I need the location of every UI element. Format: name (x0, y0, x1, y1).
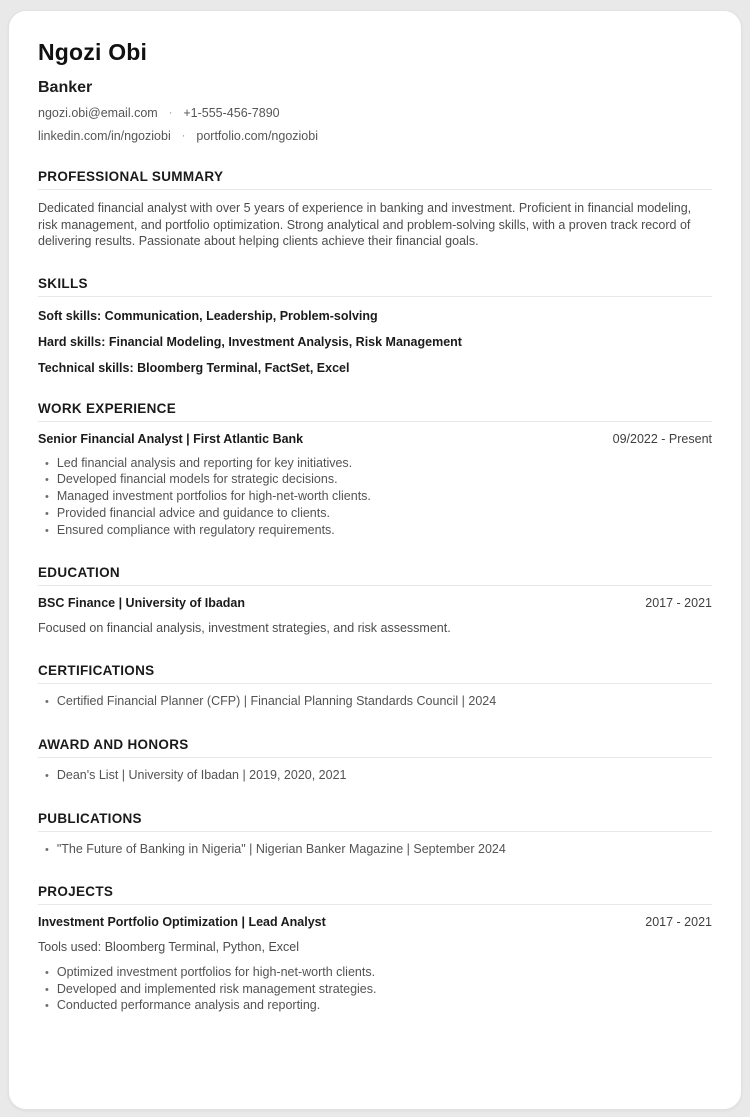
section-title: EDUCATION (38, 565, 120, 581)
contact-email: ngozi.obi@email.com (38, 106, 158, 120)
contact-linkedin: linkedin.com/in/ngoziobi (38, 129, 171, 143)
contact-separator: · (168, 107, 173, 119)
resume-content (9, 11, 741, 1015)
contact-separator: · (181, 130, 186, 142)
section-professional-summary (38, 169, 712, 250)
candidate-name: Ngozi Obi (38, 39, 148, 65)
work-bullet: • Developed financial models for strategic decisions. (45, 472, 712, 489)
section-publications (38, 811, 712, 859)
section-divider (38, 189, 712, 190)
job-title: Senior Financial Analyst | First Atlantic Bank (38, 431, 304, 446)
summary-text: Dedicated financial analyst with over 5 years of experience in banking and investment. Proficient in financial modeling, risk management, and portfolio optimization. Strong analytical and problem-solving skills, with a proven track record of delivering results. Passionate about helping clients achieve their financial goals. (38, 201, 692, 248)
resume-card (8, 10, 742, 1110)
job-date-range: 09/2022 - Present (612, 431, 712, 446)
project-tools-line: Tools used: Bloomberg Terminal, Python, Excel (38, 940, 300, 955)
section-projects (38, 884, 712, 1015)
education-description: Focused on financial analysis, investment strategies, and risk assessment. (38, 621, 451, 636)
education-entry-header (38, 596, 712, 610)
section-title: PROJECTS (38, 884, 114, 900)
section-title: SKILLS (38, 275, 88, 291)
skills-soft-line: Soft skills: Communication, Leadership, Problem-solving (38, 308, 378, 323)
work-bullet: • Provided financial advice and guidance to clients. (45, 506, 712, 523)
work-bullet: • Managed investment portfolios for high-net-worth clients. (45, 489, 712, 506)
section-divider (38, 683, 712, 684)
contact-line-1 (38, 106, 712, 120)
section-awards (38, 737, 712, 785)
section-title: PUBLICATIONS (38, 810, 142, 826)
awards-bullet-list (38, 768, 712, 785)
section-divider (38, 296, 712, 297)
section-divider (38, 421, 712, 422)
certification-bullet: • Certified Financial Planner (CFP) | Financial Planning Standards Council | 2024 (45, 694, 712, 711)
section-divider (38, 831, 712, 832)
skills-hard-line: Hard skills: Financial Modeling, Investment Analysis, Risk Management (38, 334, 462, 349)
publication-bullet: • "The Future of Banking in Nigeria" | Nigerian Banker Magazine | September 2024 (45, 842, 712, 859)
project-entry-header (38, 915, 712, 929)
section-work-experience (38, 401, 712, 540)
skills-technical-line: Technical skills: Bloomberg Terminal, FactSet, Excel (38, 360, 350, 375)
publications-bullet-list (38, 842, 712, 859)
section-title: CERTIFICATIONS (38, 662, 155, 678)
candidate-title: Banker (38, 79, 93, 96)
project-bullet: • Developed and implemented risk management strategies. (45, 982, 712, 999)
certifications-bullet-list (38, 694, 712, 711)
contact-line-2 (38, 129, 712, 143)
work-bullet: • Led financial analysis and reporting for key initiatives. (45, 456, 712, 473)
project-date-range: 2017 - 2021 (645, 915, 712, 930)
project-bullet: • Optimized investment portfolios for high-net-worth clients. (45, 965, 712, 982)
project-bullet-list (38, 965, 712, 1015)
degree-title: BSC Finance | University of Ibadan (38, 596, 246, 611)
section-divider (38, 757, 712, 758)
section-title: PROFESSIONAL SUMMARY (38, 169, 224, 184)
section-skills (38, 276, 712, 375)
section-certifications (38, 663, 712, 711)
education-date-range: 2017 - 2021 (645, 596, 712, 611)
award-bullet: • Dean's List | University of Ibadan | 2019, 2020, 2021 (45, 768, 712, 785)
work-bullet: • Ensured compliance with regulatory requirements. (45, 523, 712, 540)
section-title: AWARD AND HONORS (38, 736, 189, 752)
work-entry-header (38, 432, 712, 446)
contact-portfolio: portfolio.com/ngoziobi (196, 129, 318, 143)
section-divider (38, 585, 712, 586)
section-education (38, 565, 712, 637)
work-bullet-list (38, 456, 712, 540)
section-divider (38, 904, 712, 905)
project-title: Investment Portfolio Optimization | Lead Analyst (38, 915, 326, 930)
contact-phone: +1-555-456-7890 (183, 106, 280, 120)
section-title: WORK EXPERIENCE (38, 400, 177, 416)
project-bullet: • Conducted performance analysis and reporting. (45, 998, 712, 1015)
